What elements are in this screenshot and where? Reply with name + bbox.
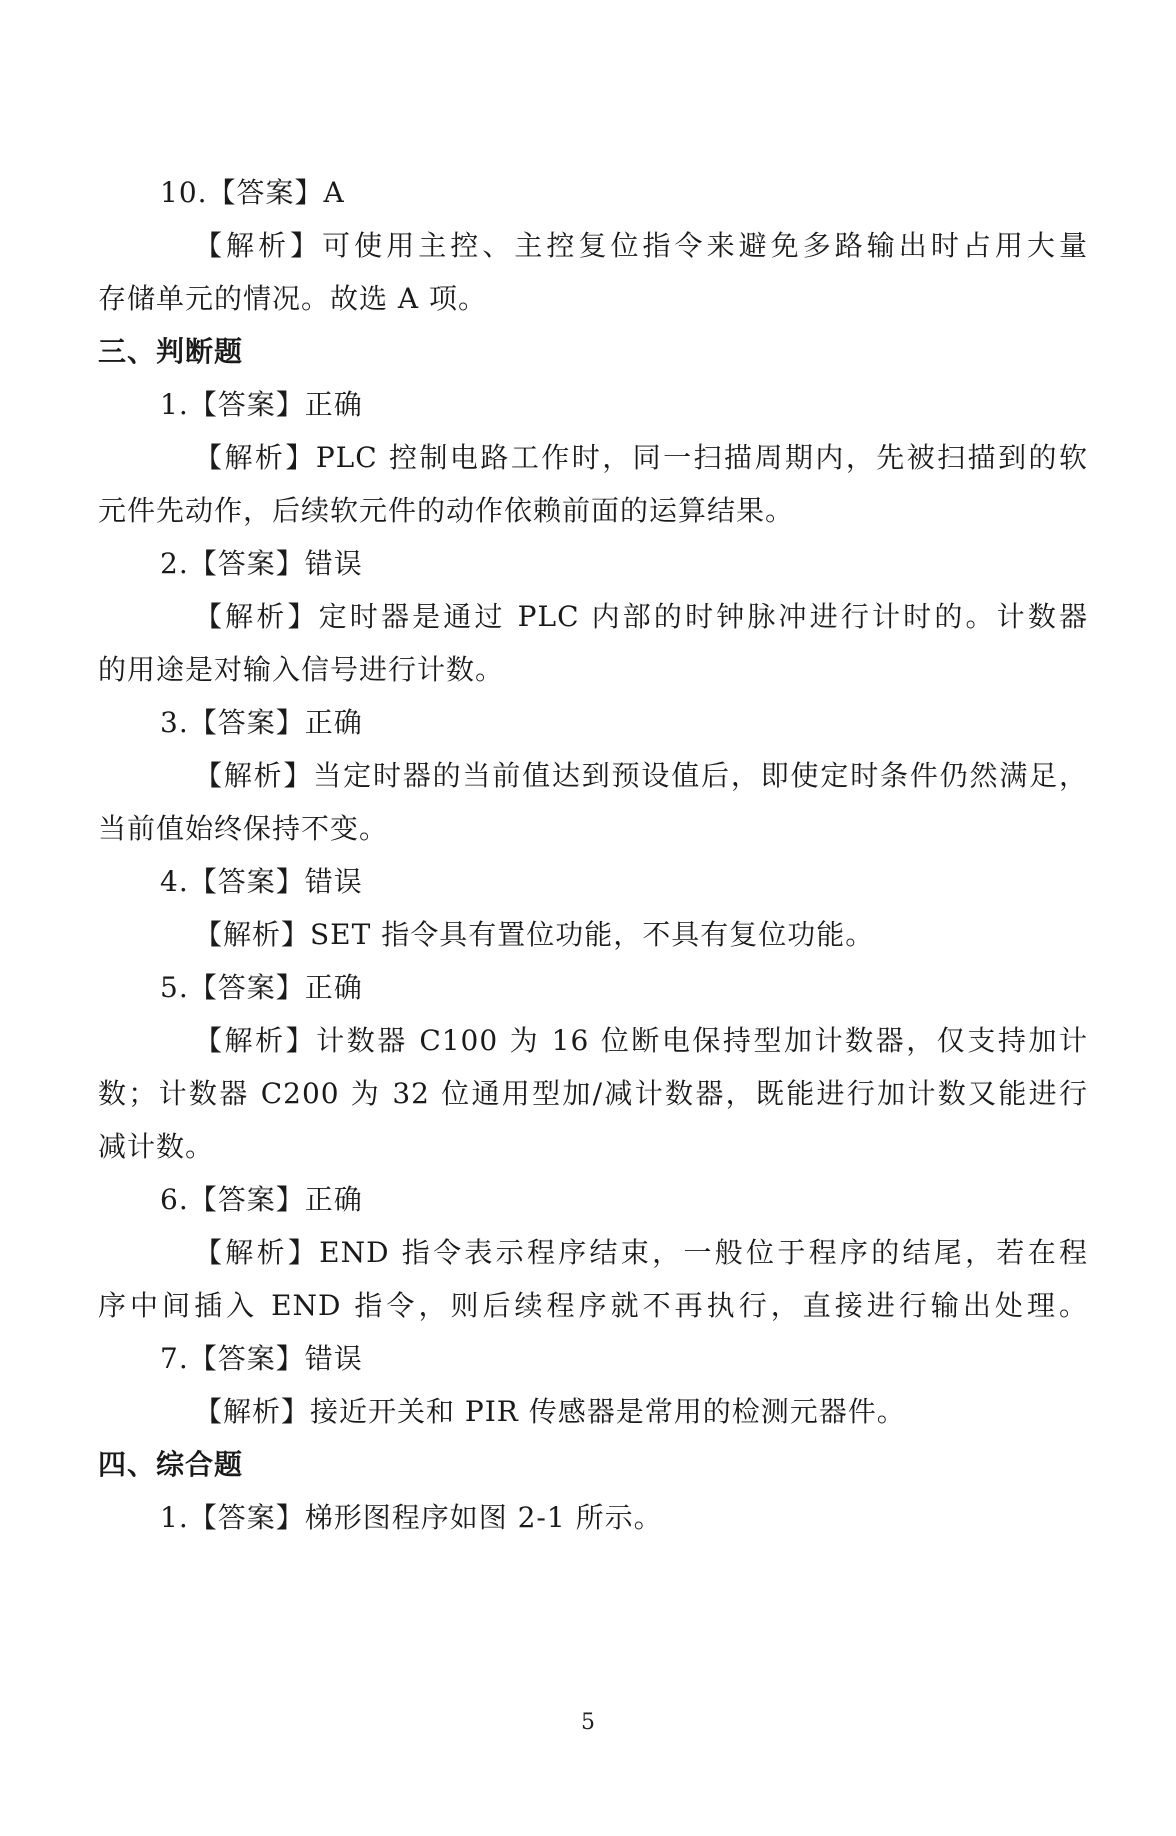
- answer-line: 1.【答案】梯形图程序如图 2-1 所示。: [160, 1501, 663, 1534]
- section-heading: 四、综合题: [98, 1448, 244, 1481]
- answer-key-body: [98, 166, 1088, 1544]
- section-heading: 三、判断题: [98, 335, 244, 368]
- answer-line: 4.【答案】错误: [160, 865, 363, 898]
- analysis-continuation-line: 当前值始终保持不变。: [98, 812, 389, 845]
- analysis-continuation-line: 数；计数器 C200 为 32 位通用型加/减计数器，既能进行加计数又能进行: [98, 1077, 1088, 1110]
- page-number: 5: [581, 1710, 595, 1735]
- answer-line: 10.【答案】A: [160, 176, 345, 209]
- analysis-line: 【解析】可使用主控、主控复位指令来避免多路输出时占用大量: [194, 229, 1088, 262]
- analysis-line: 【解析】SET 指令具有置位功能，不具有复位功能。: [194, 918, 875, 951]
- analysis-line: 【解析】当定时器的当前值达到预设值后，即使定时条件仍然满足，: [194, 759, 1088, 792]
- answer-line: 5.【答案】正确: [160, 971, 363, 1004]
- analysis-continuation-line: 减计数。: [98, 1130, 215, 1163]
- analysis-line: 【解析】END 指令表示程序结束，一般位于程序的结尾，若在程: [194, 1236, 1088, 1269]
- analysis-continuation-line: 存储单元的情况。故选 A 项。: [98, 282, 488, 315]
- answer-line: 3.【答案】正确: [160, 706, 363, 739]
- analysis-continuation-line: 元件先动作，后续软元件的动作依赖前面的运算结果。: [98, 494, 795, 527]
- analysis-continuation-line: 的用途是对输入信号进行计数。: [98, 653, 505, 686]
- answer-line: 2.【答案】错误: [160, 547, 363, 580]
- analysis-continuation-line: 序中间插入 END 指令，则后续程序就不再执行，直接进行输出处理。: [98, 1289, 1088, 1322]
- answer-line: 7.【答案】错误: [160, 1342, 363, 1375]
- analysis-line: 【解析】计数器 C100 为 16 位断电保持型加计数器，仅支持加计: [194, 1024, 1088, 1057]
- answer-line: 1.【答案】正确: [160, 388, 363, 421]
- answer-line: 6.【答案】正确: [160, 1183, 363, 1216]
- analysis-line: 【解析】定时器是通过 PLC 内部的时钟脉冲进行计时的。计数器: [194, 600, 1088, 633]
- analysis-line: 【解析】PLC 控制电路工作时，同一扫描周期内，先被扫描到的软: [194, 441, 1088, 474]
- analysis-line: 【解析】接近开关和 PIR 传感器是常用的检测元器件。: [194, 1395, 906, 1428]
